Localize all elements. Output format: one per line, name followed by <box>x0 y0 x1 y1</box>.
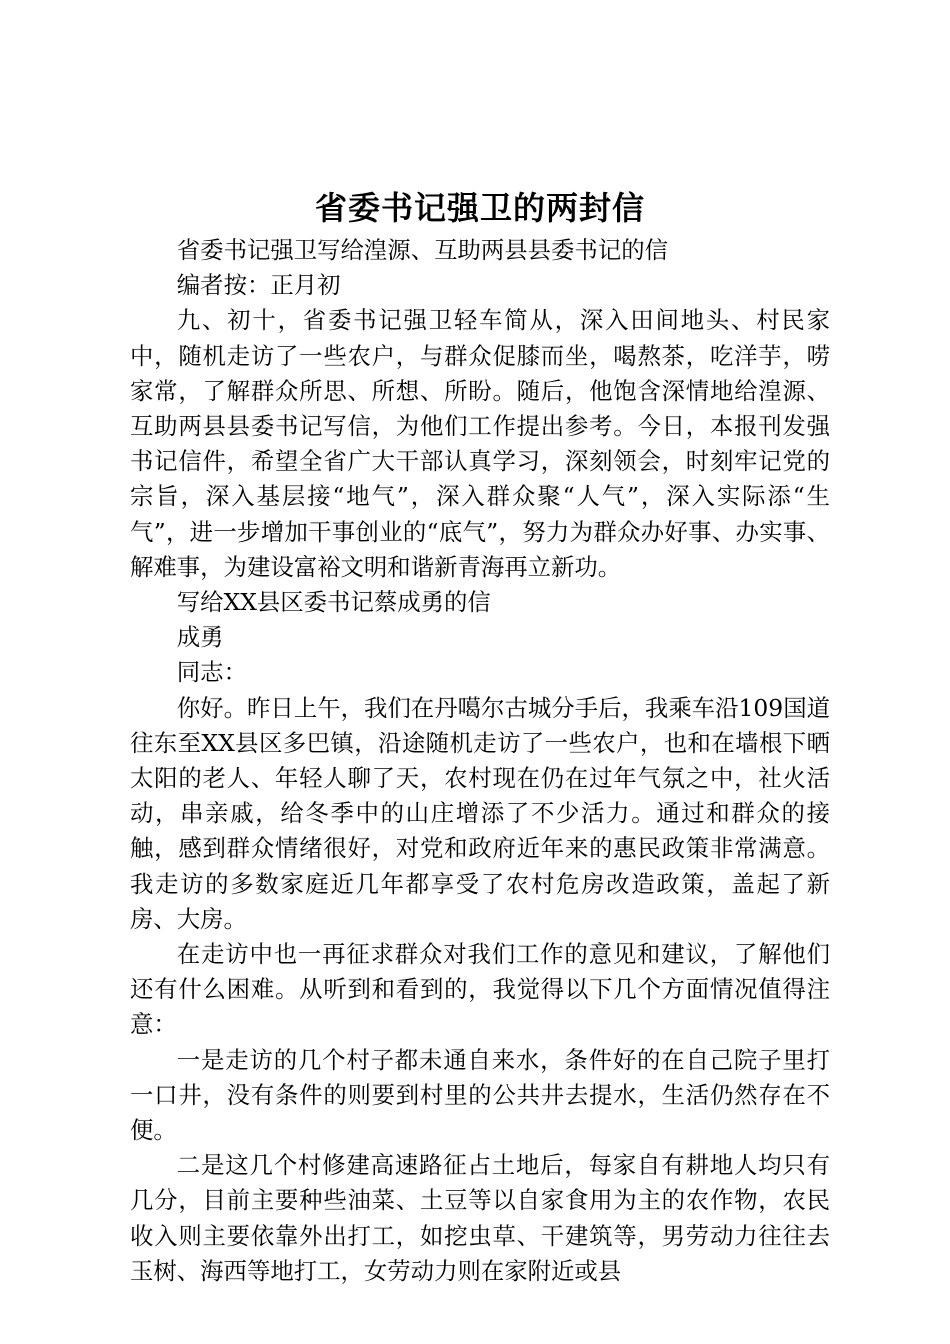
letter-heading: 写给XX县区委书记蔡成勇的信 <box>176 588 491 617</box>
letter-paragraph: 二是这几个村修建高速路征占土地后，每家自有耕地人均只有几分，目前主要种些油菜、土豆等以自家食用为主的农作物，农民收入则主要依靠外出打工，如挖虫草、干建筑等，男劳动力往往去玉树、海西等地打工，女劳动力则在家附近或县 <box>130 1151 830 1285</box>
document-page <box>130 185 830 1289</box>
document-body <box>130 233 830 1289</box>
letter-recipient: 成勇 <box>176 623 224 652</box>
editor-note-label: 编者按：正月初 <box>176 271 341 300</box>
letter-paragraph: 一是走访的几个村子都未通自来水，条件好的在自己院子里打一口井，没有条件的则要到村里的公共井去提水，生活仍然存在不便。 <box>130 1045 830 1145</box>
document-title: 省委书记强卫的两封信 <box>314 189 645 227</box>
letter-salutation: 同志： <box>176 658 247 687</box>
letter-paragraph: 在走访中也一再征求群众对我们工作的意见和建议，了解他们还有什么困难。从听到和看到的，我觉得以下几个方面情况值得注意： <box>130 940 830 1039</box>
letter-paragraph: 你好。昨日上午，我们在丹噶尔古城分手后，我乘车沿109国道往东至XX县区多巴镇，沿途随机走访了一些农户，也和在墙根下晒太阳的老人、年轻人聊了天，农村现在仍在过年气氛之中，社火活动，串亲戚，给冬季中的山庄增添了不少活力。通过和群众的接触，感到群众情绪很好，对党和政府近年来的惠民政策非常满意。我走访的多数家庭近几年都享受了农村危房改造政策，盖起了新房、大房。 <box>130 693 830 933</box>
subtitle-paragraph: 省委书记强卫写给湟源、互助两县县委书记的信 <box>176 236 668 264</box>
editor-note-paragraph: 九、初十，省委书记强卫轻车简从，深入田间地头、村民家中，随机走访了一些农户，与群众促膝而坐，喝熬茶，吃洋芋，唠家常，了解群众所思、所想、所盼。随后，他饱含深情地给湟源、互助两县县委书记写信，为他们工作提出参考。今日，本报刊发强书记信件，希望全省广大干部认真学习，深刻领会，时刻牢记党的宗旨，深入基层接“地气”，深入群众聚“人气”，深入实际添“生气”，进一步增加干事创业的“底气”，努力为群众办好事、办实事、解难事，为建设富裕文明和谐新青海再立新功。 <box>130 306 830 581</box>
